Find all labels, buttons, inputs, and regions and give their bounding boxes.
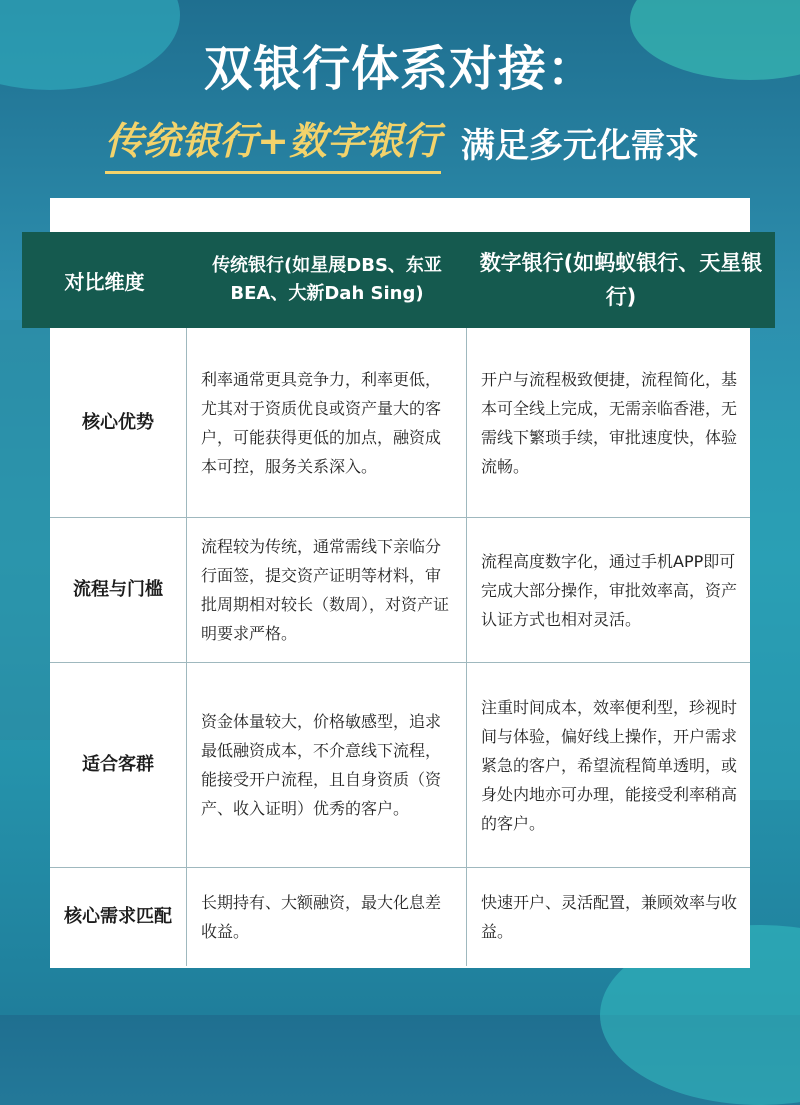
table-row <box>50 663 750 868</box>
row-traditional: 资金体量较大，价格敏感型，追求最低融资成本，不介意线下流程，能接受开户流程，且自身资质（资产、收入证明）优秀的客户。 <box>187 663 467 867</box>
table-row <box>50 328 750 518</box>
row-traditional: 利率通常更具竞争力，利率更低，尤其对于资质优良或资产量大的客户，可能获得更低的加点，融资成本可控，服务关系深入。 <box>187 328 467 517</box>
row-digital: 流程高度数字化，通过手机APP即可完成大部分操作，审批效率高，资产认证方式也相对灵活。 <box>481 551 738 629</box>
header-digital-bank: 数字银行(如蚂蚁银行、天星银行) <box>479 251 763 309</box>
row-digital: 开户与流程极致便捷，流程简化，基本可全线上完成，无需亲临香港，无需线下繁琐手续，审批速度快，体验流畅。 <box>481 369 738 476</box>
row-dimension: 流程与门槛 <box>50 518 187 662</box>
table-header <box>22 232 775 328</box>
page-title: 双银行体系对接： <box>203 41 596 97</box>
row-dimension: 适合客群 <box>50 663 187 867</box>
subtitle-rest: 满足多元化需求 <box>460 125 699 166</box>
table-row <box>50 868 750 966</box>
row-digital: 快速开户、灵活配置，兼顾效率与收益。 <box>481 893 738 941</box>
comparison-table <box>50 328 750 966</box>
header-dimension: 对比维度 <box>64 269 145 294</box>
subtitle <box>52 110 752 174</box>
row-dimension: 核心优势 <box>50 328 187 517</box>
subtitle-highlight: 传统银行+数字银行 <box>105 110 441 174</box>
row-traditional: 长期持有、大额融资，最大化息差收益。 <box>187 868 467 966</box>
header-traditional-bank: 传统银行(如星展DBS、东亚BEA、大新Dah Sing) <box>212 255 442 304</box>
row-digital: 注重时间成本，效率便利型，珍视时间与体验，偏好线上操作，开户需求紧急的客户，希望流程简单透明，或身处内地亦可办理，能接受利率稍高的客户。 <box>481 697 738 833</box>
row-dimension: 核心需求匹配 <box>50 868 187 966</box>
row-traditional: 流程较为传统，通常需线下亲临分行面签，提交资产证明等材料，审批周期相对较长（数周），对资产证明要求严格。 <box>187 518 467 662</box>
table-row <box>50 518 750 663</box>
